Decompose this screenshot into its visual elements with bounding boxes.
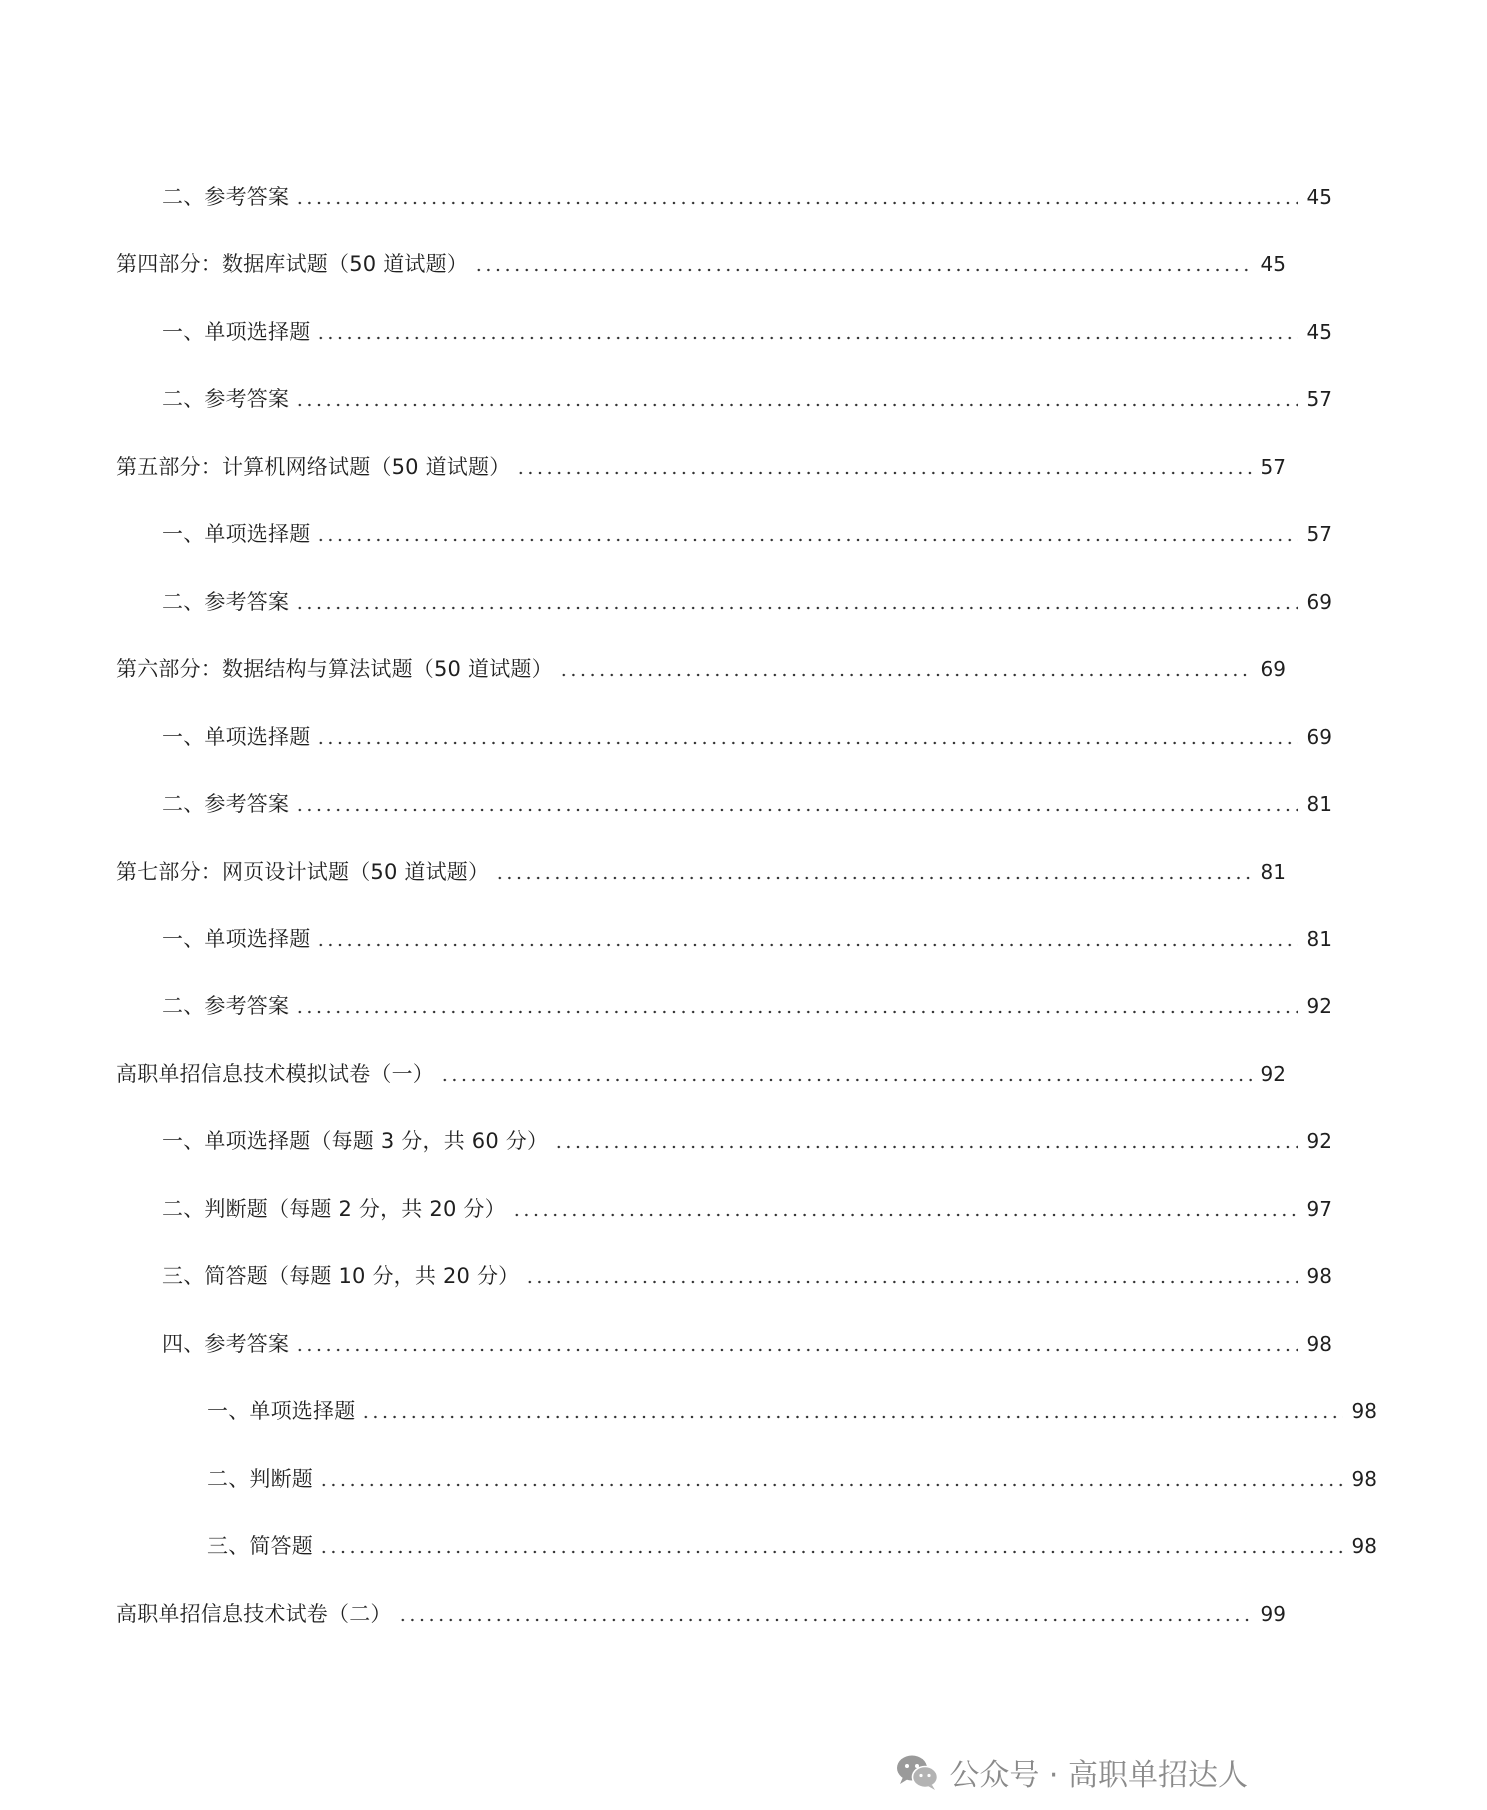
toc-entry-title: 第五部分：计算机网络试题（50 道试题） (116, 455, 511, 479)
toc-entry-title: 一、单项选择题 (162, 320, 311, 344)
toc-entry-page: 57 (1306, 387, 1332, 411)
toc-entry[interactable] (0, 1249, 1442, 1289)
toc-entry-page: 98 (1306, 1332, 1332, 1356)
toc-entry-title: 第四部分：数据库试题（50 道试题） (116, 252, 468, 276)
toc-entry[interactable] (0, 710, 1442, 750)
toc-entry[interactable] (0, 575, 1442, 615)
toc-entry[interactable] (0, 440, 1396, 480)
toc-entry-title: 高职单招信息技术模拟试卷（一） (116, 1062, 434, 1086)
toc-dot-leader (316, 943, 1298, 947)
toc-entry[interactable] (0, 1047, 1396, 1087)
wechat-icon (895, 1753, 939, 1791)
toc-entry-page: 92 (1260, 1062, 1286, 1086)
toc-dot-leader (525, 1280, 1298, 1284)
toc-entry-page: 92 (1306, 994, 1332, 1018)
toc-entry-title: 二、参考答案 (162, 185, 290, 209)
toc-dot-leader (554, 1145, 1298, 1149)
toc-entry[interactable] (0, 845, 1396, 885)
toc-dot-leader (512, 1213, 1298, 1217)
toc-dot-leader (295, 606, 1298, 610)
toc-dot-leader (319, 1550, 1343, 1554)
watermark (895, 1750, 1248, 1794)
toc-entry-title: 第六部分：数据结构与算法试题（50 道试题） (116, 657, 553, 681)
toc-entry[interactable] (0, 979, 1442, 1019)
toc-dot-leader (440, 1078, 1252, 1082)
toc-entry-page: 45 (1260, 252, 1286, 276)
toc-dot-leader (474, 268, 1252, 272)
toc-entry-title: 一、单项选择题 (162, 522, 311, 546)
toc-dot-leader (316, 741, 1298, 745)
toc-entry[interactable] (0, 912, 1442, 952)
toc-entry-title: 一、单项选择题（每题 3 分，共 60 分） (162, 1129, 549, 1153)
toc-entry[interactable] (0, 372, 1442, 412)
toc-entry-page: 81 (1260, 860, 1286, 884)
toc-entry-page: 97 (1306, 1197, 1332, 1221)
toc-entry[interactable] (0, 1452, 1487, 1492)
toc-entry-page: 81 (1306, 792, 1332, 816)
toc-entry[interactable] (0, 1587, 1396, 1627)
toc-entry-title: 三、简答题 (207, 1534, 313, 1558)
toc-entry-title: 二、参考答案 (162, 387, 290, 411)
toc-entry-title: 高职单招信息技术试卷（二） (116, 1602, 392, 1626)
toc-entry-page: 99 (1260, 1602, 1286, 1626)
toc-entry[interactable] (0, 1384, 1487, 1424)
toc-dot-leader (295, 1348, 1298, 1352)
toc-entry-page: 45 (1306, 185, 1332, 209)
toc-dot-leader (295, 201, 1298, 205)
toc-dot-leader (516, 471, 1252, 475)
toc-entry[interactable] (0, 170, 1442, 210)
toc-dot-leader (361, 1415, 1343, 1419)
toc-entry-page: 98 (1351, 1467, 1377, 1491)
toc-entry[interactable] (0, 1317, 1442, 1357)
toc-entry[interactable] (0, 777, 1442, 817)
toc-entry-title: 二、参考答案 (162, 590, 290, 614)
toc-entry[interactable] (0, 1519, 1487, 1559)
toc-entry-page: 45 (1306, 320, 1332, 344)
toc-entry-title: 二、参考答案 (162, 792, 290, 816)
toc-entry-page: 98 (1351, 1534, 1377, 1558)
toc-entry-page: 81 (1306, 927, 1332, 951)
toc-dot-leader (559, 673, 1252, 677)
watermark-text: 公众号 · 高职单招达人 (949, 1758, 1248, 1793)
toc-entry[interactable] (0, 237, 1396, 277)
toc-entry-page: 92 (1306, 1129, 1332, 1153)
toc-entry[interactable] (0, 305, 1442, 345)
toc-entry[interactable] (0, 1182, 1442, 1222)
toc-entry-page: 69 (1260, 657, 1286, 681)
toc-entry-page: 57 (1260, 455, 1286, 479)
toc-entry-title: 一、单项选择题 (207, 1399, 356, 1423)
toc-dot-leader (295, 808, 1298, 812)
toc-entry[interactable] (0, 642, 1396, 682)
toc-entry[interactable] (0, 507, 1442, 547)
toc-dot-leader (398, 1618, 1252, 1622)
toc-entry-title: 第七部分：网页设计试题（50 道试题） (116, 860, 490, 884)
toc-entry[interactable] (0, 1114, 1442, 1154)
toc-entry-title: 一、单项选择题 (162, 927, 311, 951)
toc-dot-leader (316, 538, 1298, 542)
toc-entry-title: 四、参考答案 (162, 1332, 290, 1356)
toc-entry-title: 二、参考答案 (162, 994, 290, 1018)
toc-dot-leader (495, 876, 1252, 880)
toc-entry-page: 69 (1306, 590, 1332, 614)
toc-entry-page: 98 (1306, 1264, 1332, 1288)
toc-dot-leader (295, 1010, 1298, 1014)
toc-dot-leader (295, 403, 1298, 407)
toc-entry-title: 二、判断题 (207, 1467, 313, 1491)
toc-entry-page: 57 (1306, 522, 1332, 546)
toc-entry-title: 二、判断题（每题 2 分，共 20 分） (162, 1197, 506, 1221)
toc-dot-leader (319, 1483, 1343, 1487)
toc-entry-title: 一、单项选择题 (162, 725, 311, 749)
toc-dot-leader (316, 336, 1298, 340)
toc-entry-title: 三、简答题（每题 10 分，共 20 分） (162, 1264, 520, 1288)
toc-entry-page: 69 (1306, 725, 1332, 749)
toc-entry-page: 98 (1351, 1399, 1377, 1423)
